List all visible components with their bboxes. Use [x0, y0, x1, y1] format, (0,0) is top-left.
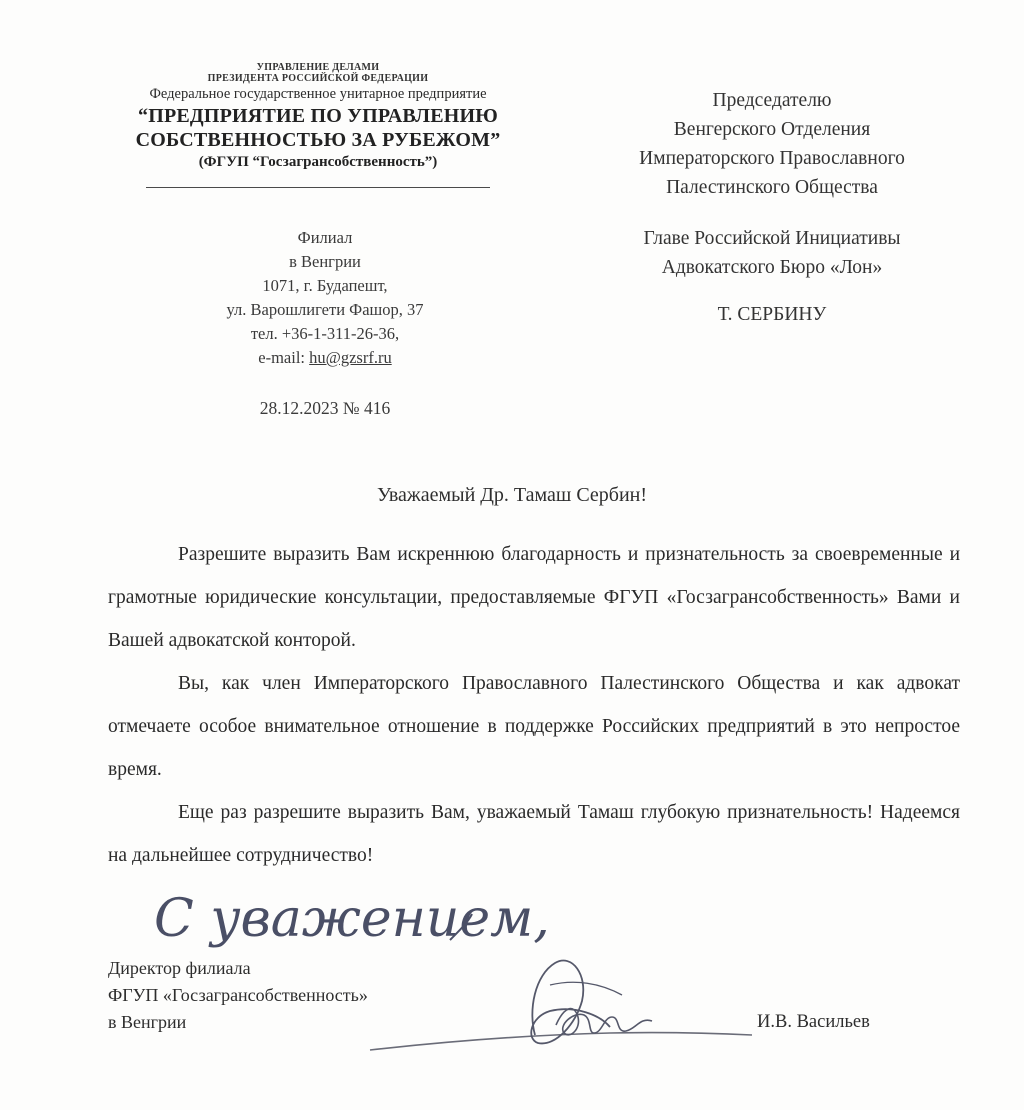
branch-address2: ул. Варошлигети Фашор, 37	[226, 300, 424, 319]
addressee-line4: Палестинского Общества	[666, 177, 878, 198]
branch-email-label: e-mail:	[258, 348, 310, 367]
letterhead-org-abbr: (ФГУП “Госзагрансобственность”)	[198, 154, 438, 171]
letter-paragraph-1: Разрешите выразить Вам искреннюю благодарность и признательность за своевременные и грамотные юридические консультации, предоставляемые ФГУП «Госзагрансобственность» Вами и Вашей адвокатской конторой.	[108, 544, 960, 651]
branch-email-link[interactable]: hu@gzsrf.ru	[309, 348, 392, 367]
addressee-block	[584, 86, 960, 329]
addressee-line3: Императорского Православного	[639, 148, 905, 169]
letterhead-org-name-line2: СОБСТВЕННОСТЬЮ ЗА РУБЕЖОМ”	[135, 129, 501, 151]
addressee-line2: Венгерского Отделения	[673, 119, 871, 140]
addressee-name: Т. СЕРБИНУ	[717, 304, 827, 325]
signer-title-line2: ФГУП «Госзагрансобственность»	[108, 985, 368, 1005]
branch-email-row	[160, 346, 490, 370]
branch-address1: 1071, г. Будапешт,	[262, 276, 388, 295]
letterhead	[118, 62, 518, 188]
handwritten-closing-text: С уважением,	[154, 889, 550, 949]
letterhead-divider	[146, 187, 490, 188]
signer-name: И.В. Васильев	[757, 1012, 870, 1032]
letterhead-org-type: Федеральное государственное унитарное предприятие	[149, 86, 487, 103]
salutation: Уважаемый Др. Тамаш Сербин!	[376, 484, 648, 506]
branch-line1: Филиал	[297, 228, 353, 247]
addressee-gap	[584, 202, 960, 224]
signer-title-line3: в Венгрии	[108, 1012, 187, 1032]
letter-paragraph-3: Еще раз разрешите выразить Вам, уважаемый Тамаш глубокую признательность! Надеемся на дальнейшее сотрудничество!	[108, 802, 960, 866]
addressee-line1: Председателю	[712, 90, 832, 111]
signer-title-line1: Директор филиала	[108, 958, 251, 978]
letterhead-dept-line1: УПРАВЛЕНИЕ ДЕЛАМИ	[256, 62, 380, 73]
addressee-line5: Главе Российской Инициативы	[643, 228, 901, 249]
letter-body	[108, 533, 960, 877]
letterhead-dept-line2: ПРЕЗИДЕНТА РОССИЙСКОЙ ФЕДЕРАЦИИ	[207, 73, 429, 85]
branch-phone: тел. +36-1-311-26-36,	[250, 324, 400, 343]
letterhead-org-name-line1: “ПРЕДПРИЯТИЕ ПО УПРАВЛЕНИЮ	[138, 104, 498, 127]
letter-paragraph-2: Вы, как член Императорского Православного Палестинского Общества и как адвокат отмечаете особое внимательное отношение в поддержке Российских предприятий в это непростое время.	[108, 673, 960, 780]
branch-block	[160, 226, 490, 370]
document-date-number: 28.12.2023 № 416	[259, 398, 391, 418]
addressee-line6: Адвокатского Бюро «Лон»	[661, 257, 883, 278]
signature-scribble	[360, 955, 760, 1065]
branch-line2: в Венгрии	[289, 252, 361, 271]
